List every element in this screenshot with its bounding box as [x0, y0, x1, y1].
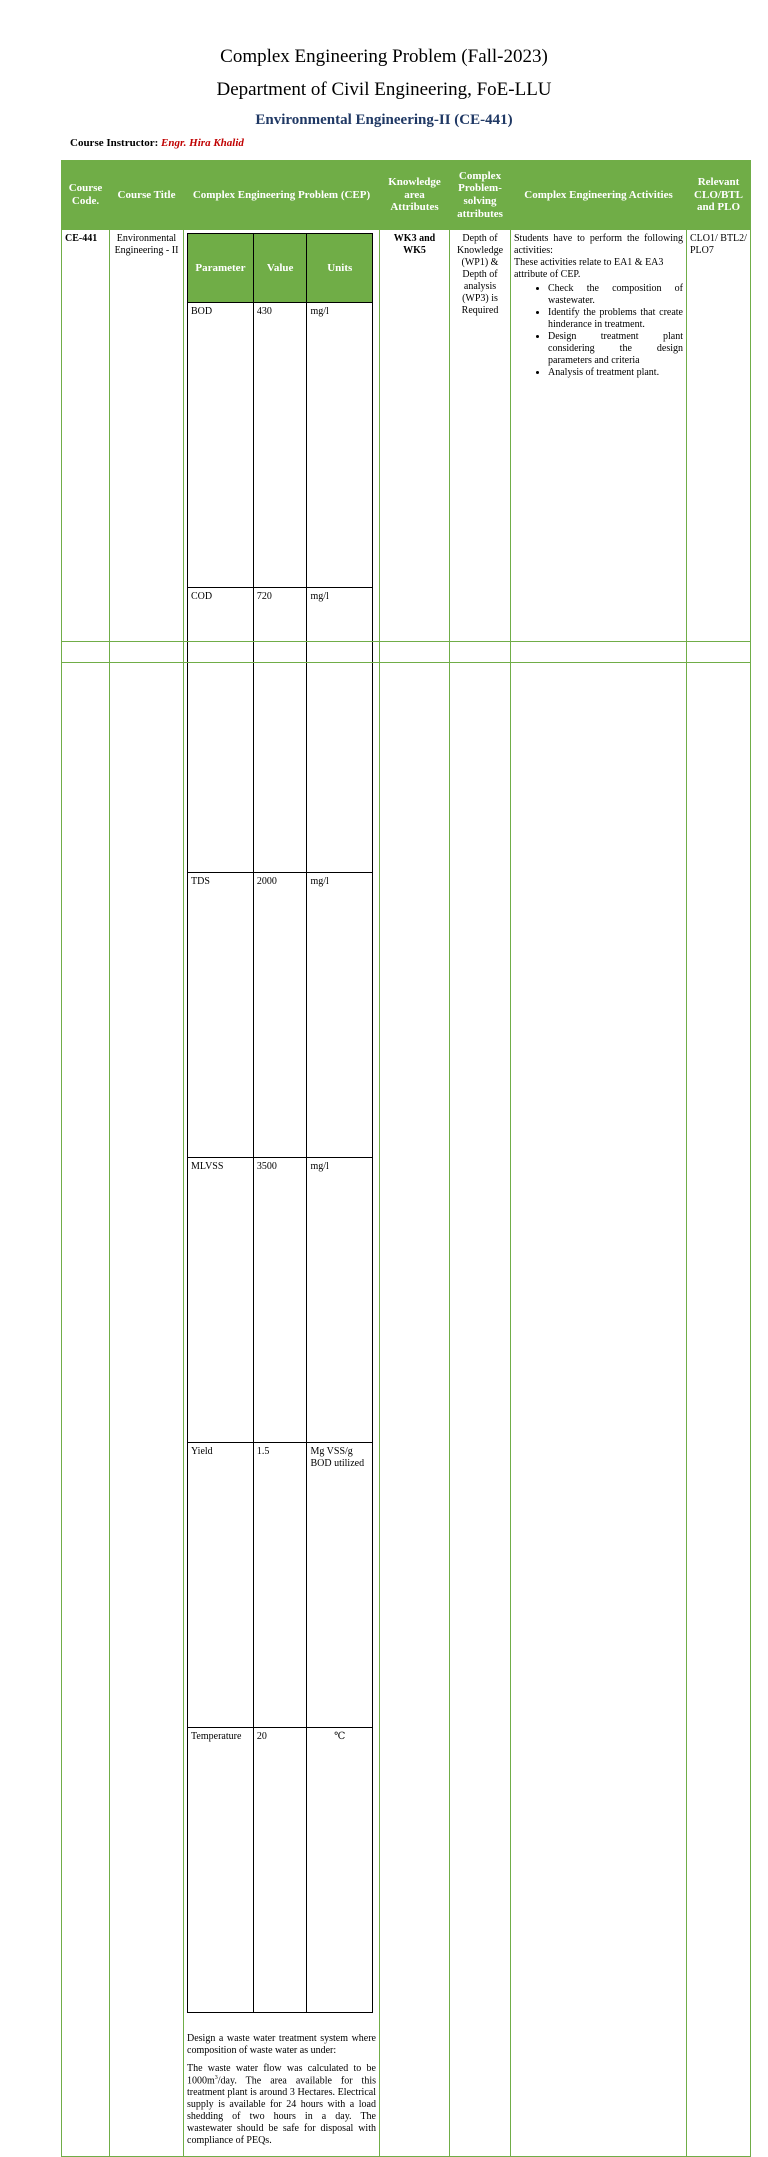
table-header-row [62, 161, 751, 230]
empty-cell [184, 642, 380, 663]
param-unit: Mg VSS/g BOD utilized [307, 1443, 373, 1728]
param-unit: mg/l [307, 303, 373, 588]
cell-course-code [62, 230, 110, 2157]
cep-flow-description [187, 2063, 376, 2147]
parameter-row [188, 873, 373, 1158]
param-unit: mg/l [307, 873, 373, 1158]
course-title: Environmental Engineering-II (CE-441) [255, 112, 513, 128]
param-header-parameter: Parameter [188, 234, 254, 303]
parameter-row [188, 303, 373, 588]
list-item: • Check the composition of wastewater. [548, 283, 683, 307]
instructor-label: Course Instructor: [70, 137, 159, 149]
param-value: 720 [253, 588, 307, 873]
cell-activities [511, 230, 687, 2157]
department-title: Department of Civil Engineering, FoE-LLU [216, 79, 552, 100]
parameter-row [188, 1443, 373, 1728]
param-name: Temperature [188, 1728, 254, 2013]
header-problem-solving: Complex Problem-solving attributes [450, 161, 511, 230]
param-value: 3500 [253, 1158, 307, 1443]
parameter-table [187, 233, 373, 2013]
header-cep: Complex Engineering Problem (CEP) [184, 161, 380, 230]
parameter-header-row [188, 234, 373, 303]
flow-superscript: 3 [214, 2075, 218, 2081]
activities-list [514, 283, 683, 379]
list-item: • Identify the problems that create hinderance in treatment. [548, 307, 683, 331]
empty-cell [380, 642, 450, 663]
document-title: Complex Engineering Problem (Fall-2023) [220, 46, 548, 67]
header-course-code: Course Code. [62, 161, 110, 230]
parameter-row [188, 1728, 373, 2013]
cell-knowledge-area: WK3 and WK5 [380, 230, 450, 2157]
cep-description: Design a waste water treatment system where composition of waste water as under: [187, 2033, 376, 2056]
cell-cep [184, 230, 380, 2157]
header-activities: Complex Engineering Activities [511, 161, 687, 230]
param-name: MLVSS [188, 1158, 254, 1443]
header-course-title: Course Title [110, 161, 184, 230]
activities-relate: These activities relate to EA1 & EA3 attribute of CEP. [514, 257, 664, 280]
instructor-name: Engr. Hira Khalid [161, 137, 244, 149]
header-clo: Relevant CLO/BTL and PLO [687, 161, 751, 230]
flow-text-end: /day. The area available for this treatment plant is around 3 Hectares. Electrical supply is available for 24 hours with a load shedding of two hours in a day. The wastewater should be safe for disposal with compliance of PEQs. [187, 2075, 376, 2147]
empty-cell [62, 642, 110, 663]
param-value: 430 [253, 303, 307, 588]
param-header-value: Value [253, 234, 307, 303]
param-value: 20 [253, 1728, 307, 2013]
table-row [62, 230, 751, 2157]
empty-cell [110, 642, 184, 663]
param-value: 1.5 [253, 1443, 307, 1728]
parameter-row [188, 1158, 373, 1443]
cell-problem-solving: Depth of Knowledge (WP1) & Depth of analysis (WP3) is Required [450, 230, 511, 2157]
empty-cell [450, 642, 511, 663]
param-unit: ℃ [307, 1728, 373, 2013]
param-name: COD [188, 588, 254, 873]
param-unit: mg/l [307, 1158, 373, 1443]
header-knowledge-area: Knowledge area Attributes [380, 161, 450, 230]
list-item: • Design treatment plant considering the design parameters and criteria [548, 331, 683, 367]
activities-intro: Students have to perform the following activities: [514, 233, 683, 256]
cell-course-title: Environmental Engineering - II [110, 230, 184, 2157]
param-value: 2000 [253, 873, 307, 1158]
course-code: CE-441 [65, 233, 98, 244]
parameter-row [188, 588, 373, 873]
param-name: Yield [188, 1443, 254, 1728]
param-name: BOD [188, 303, 254, 588]
flow-text-start: The waste water flow was calculated to be 1000m [187, 2063, 376, 2087]
course-instructor [70, 137, 244, 149]
param-unit: mg/l [307, 588, 373, 873]
empty-cell [687, 642, 751, 663]
list-item: • Analysis of treatment plant. [548, 367, 683, 379]
table-row [62, 642, 751, 663]
cep-table [61, 160, 751, 2157]
empty-table-row [61, 641, 751, 663]
param-header-units: Units [307, 234, 373, 303]
param-name: TDS [188, 873, 254, 1158]
cell-clo: CLO1/ BTL2/ PLO7 [687, 230, 751, 2157]
empty-cell [511, 642, 687, 663]
